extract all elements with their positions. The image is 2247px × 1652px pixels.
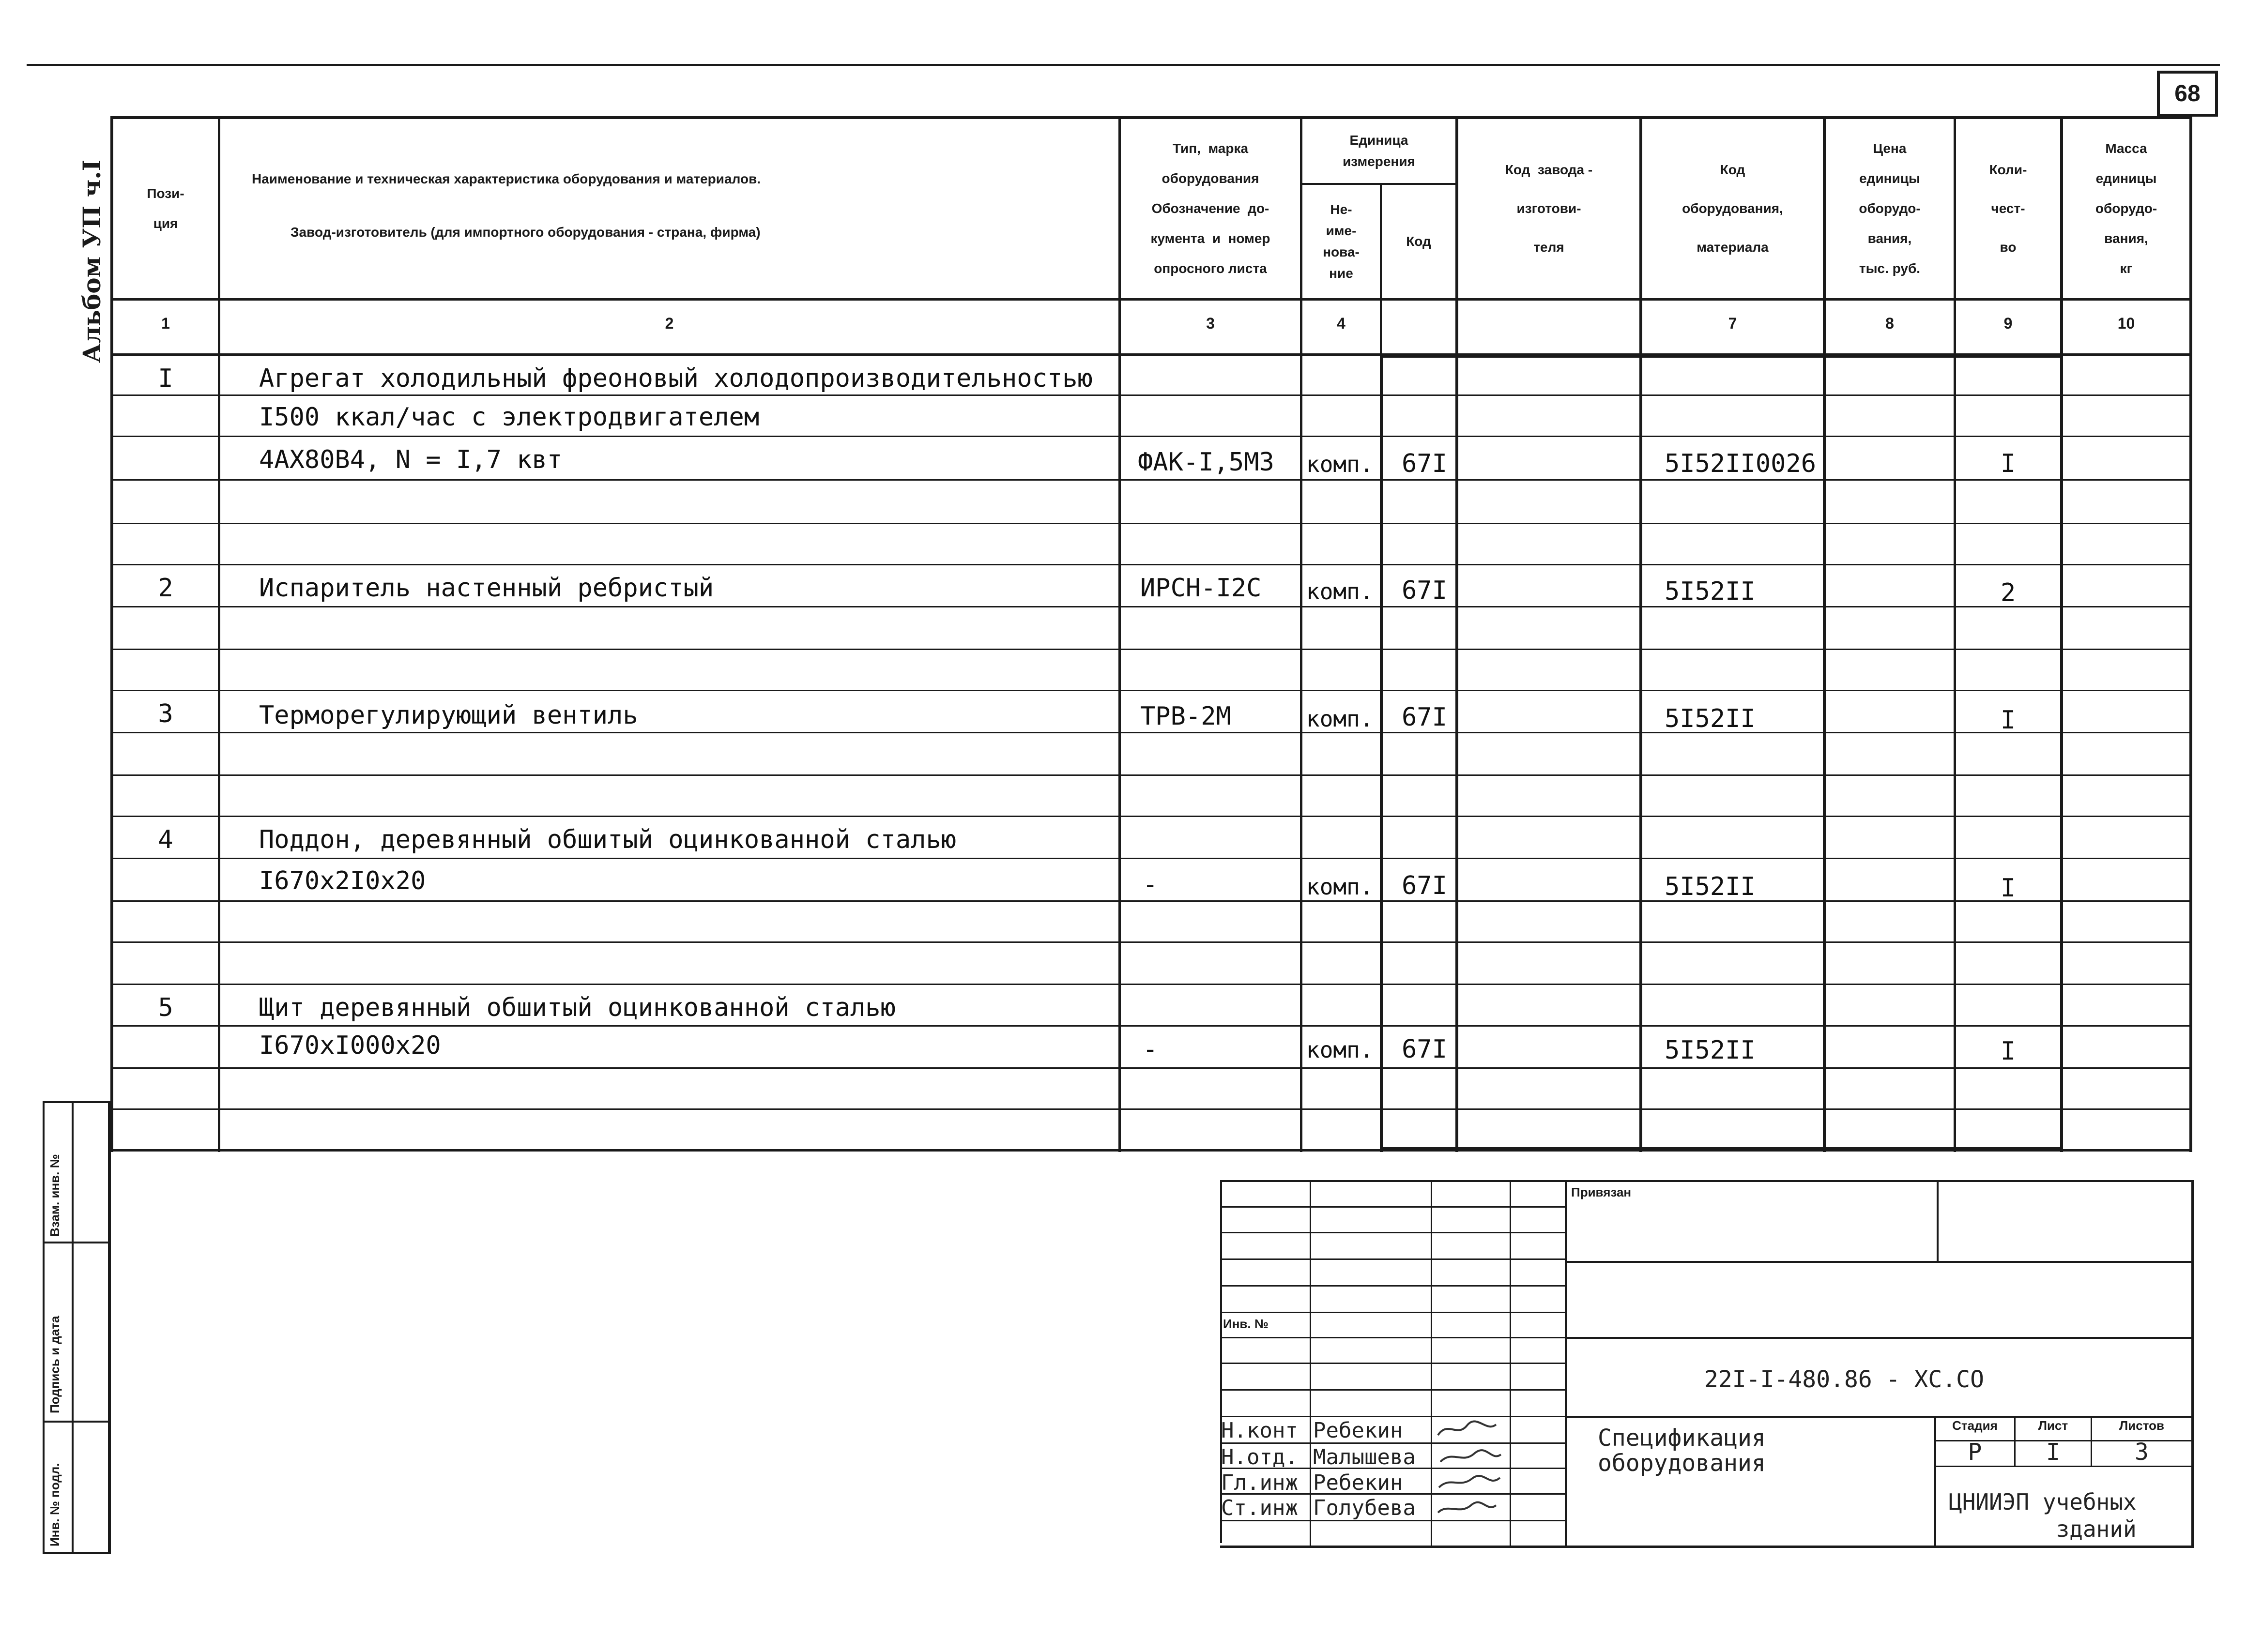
stage-value: Р <box>1968 1439 1982 1466</box>
person-name: Малышева <box>1313 1445 1416 1470</box>
row-type: ИРСН-I2С <box>1140 574 1262 603</box>
role-label: Ст.инж <box>1221 1496 1298 1520</box>
row-unit: комп. <box>1306 578 1374 605</box>
stage-label: Стадия <box>1952 1418 1998 1433</box>
header-type: Тип, марка оборудования Обозначение до- кумента и номер опросного листа <box>1150 141 1270 276</box>
sheet-value: I <box>2046 1439 2060 1466</box>
row-type: ТРВ-2М <box>1140 702 1231 731</box>
role-label: Н.конт <box>1221 1418 1298 1443</box>
row-unit-code: 67I <box>1402 449 1447 478</box>
header-unit-name: Не- име- нова- ние <box>1323 202 1360 281</box>
row-name-line: Щит деревянный обшитый оцинкованной сталью <box>259 993 896 1022</box>
role-label: Гл.инж <box>1221 1470 1298 1495</box>
row-name-line: 4АХ80В4, N = I,7 квт <box>259 445 563 474</box>
col-number: 7 <box>1728 315 1737 332</box>
person-name: Ребекин <box>1313 1470 1403 1495</box>
row-name-line: Терморегулирующий вентиль <box>259 701 638 730</box>
row-unit-code: 67I <box>1402 703 1447 732</box>
header-unit: Единица измерения <box>1343 133 1415 169</box>
col-number: 3 <box>1206 315 1215 332</box>
row-unit: комп. <box>1306 874 1374 900</box>
row-name-line: I500 ккал/час с электродвигателем <box>259 403 760 432</box>
header-name-line2: Завод-изготовитель (для импортного оборудования - страна, фирма) <box>290 225 761 240</box>
sheet-number: 68 <box>2157 71 2218 117</box>
row-unit-code: 67I <box>1402 871 1447 900</box>
row-equipment-code: 5I52II <box>1665 577 1756 606</box>
row-unit: комп. <box>1306 706 1374 732</box>
row-type: ФАК-I,5М3 <box>1138 448 1274 477</box>
header-quantity: Коли- чест- во <box>1989 162 2027 255</box>
sheet-label: Лист <box>2038 1418 2068 1433</box>
title-block-inv-no: Инв. № <box>1223 1317 1269 1331</box>
row-position: 5 <box>158 993 173 1022</box>
header-unit-code: Код <box>1406 234 1431 249</box>
sheets-value: 3 <box>2135 1439 2149 1466</box>
row-equipment-code: 5I52II0026 <box>1665 449 1817 478</box>
col-number: 2 <box>665 315 674 332</box>
row-quantity: 2 <box>2000 578 2016 607</box>
side-stamp-inv-podl: Инв. № подл. <box>47 1463 62 1546</box>
row-position: 4 <box>158 825 173 854</box>
row-quantity: I <box>2000 706 2016 735</box>
document-code: 22I-I-480.86 - ХС.СО <box>1704 1366 1984 1393</box>
row-name-line: Испаритель настенный ребристый <box>259 574 714 603</box>
row-name-line: Агрегат холодильный фреоновый холодопроизводительностью <box>259 364 1093 393</box>
row-quantity: I <box>2000 1037 2016 1066</box>
header-name-line1: Наименование и техническая характеристика оборудования и материалов. <box>252 171 761 186</box>
row-equipment-code: 5I52II <box>1665 872 1756 901</box>
row-quantity: I <box>2000 449 2016 478</box>
row-type: - <box>1143 870 1158 899</box>
col-number: 1 <box>161 315 170 332</box>
side-stamp-podpis: Подпись и дата <box>47 1316 62 1413</box>
row-type: - <box>1143 1035 1158 1064</box>
row-position: 3 <box>158 699 173 728</box>
person-name: Ребекин <box>1313 1418 1403 1443</box>
document-title: Спецификация оборудования <box>1598 1425 1766 1477</box>
row-position: 2 <box>158 574 173 603</box>
row-name-line: I670хI000х20 <box>259 1031 441 1060</box>
header-position: Пози- ция <box>147 186 184 231</box>
col-number: 9 <box>2003 315 2013 332</box>
header-price: Цена единицы оборудо- вания, тыс. руб. <box>1859 141 1921 276</box>
row-equipment-code: 5I52II <box>1665 1036 1756 1065</box>
row-equipment-code: 5I52II <box>1665 704 1756 733</box>
col-number: 8 <box>1885 315 1894 332</box>
row-unit: комп. <box>1306 1037 1374 1063</box>
col-number: 4 <box>1337 315 1345 332</box>
row-position: I <box>158 364 173 393</box>
organization: ЦНИИЭП учебных зданий <box>1949 1489 2137 1542</box>
role-label: Н.отд. <box>1221 1445 1298 1470</box>
person-name: Голубева <box>1313 1496 1416 1520</box>
row-unit: комп. <box>1306 451 1374 477</box>
album-label: Альбом УП ч.I <box>77 159 106 363</box>
signatures <box>1433 1416 1511 1522</box>
sheets-label: Листов <box>2119 1418 2164 1433</box>
row-quantity: I <box>2000 874 2016 903</box>
row-name-line: I670х2I0х20 <box>259 866 426 895</box>
row-unit-code: 67I <box>1402 576 1447 605</box>
row-unit-code: 67I <box>1402 1035 1447 1064</box>
title-block-privyazan: Привязан <box>1571 1185 1632 1199</box>
row-name-line: Поддон, деревянный обшитый оцинкованной сталью <box>259 825 957 854</box>
side-stamp-vzam: Взам. инв. № <box>47 1154 62 1237</box>
header-factory-code: Код завода - изготови- теля <box>1505 162 1593 255</box>
col-number: 10 <box>2117 315 2135 332</box>
top-rule <box>27 64 2220 66</box>
header-equipment-code: Код оборудования, материала <box>1682 162 1783 255</box>
header-mass: Масса единицы оборудо- вания, кг <box>2095 141 2157 276</box>
